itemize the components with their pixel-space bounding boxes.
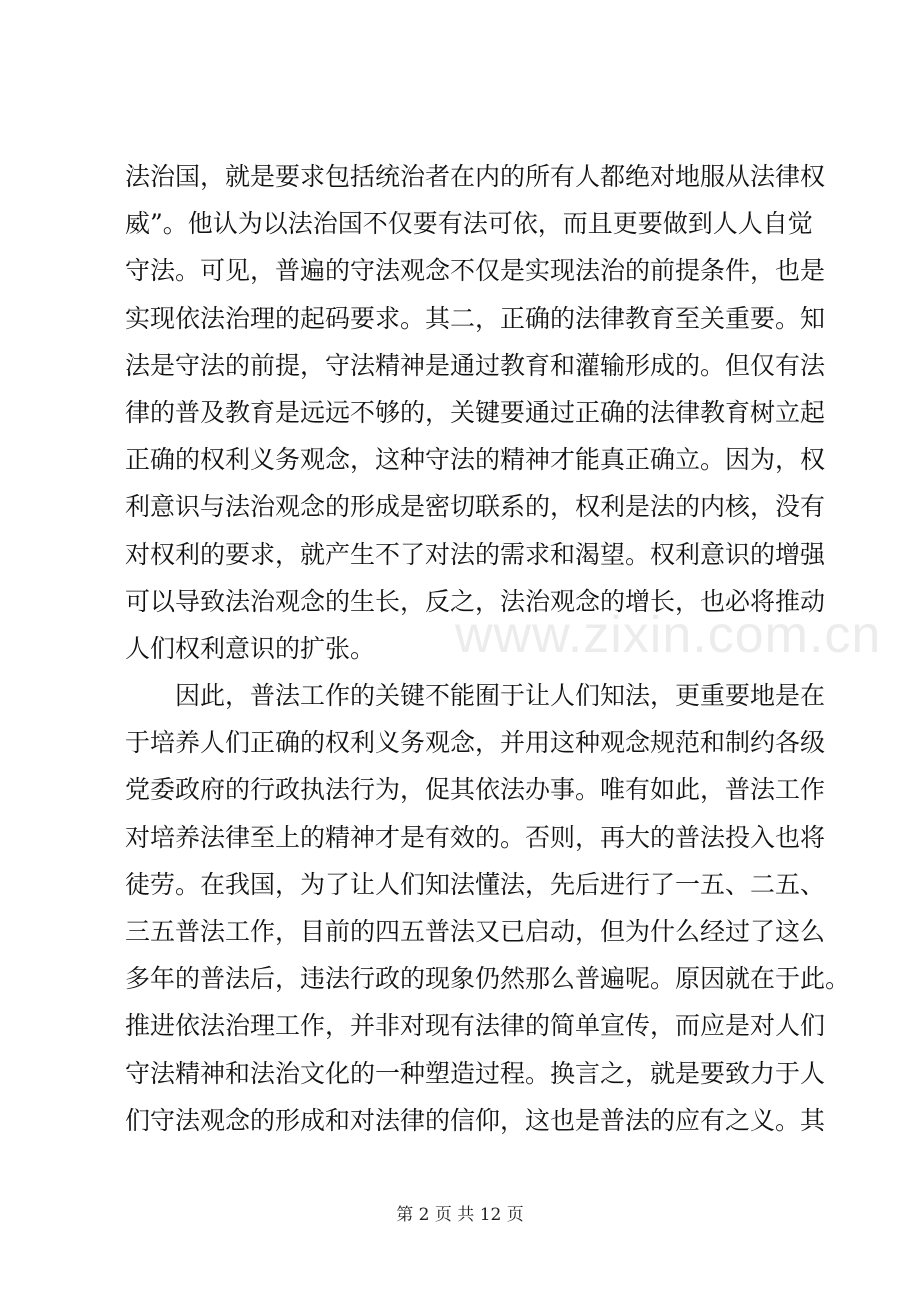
text-line: 可以导致法治观念的生长，反之，法治观念的增长，也必将推动	[125, 586, 826, 616]
text-line: 正确的权利义务观念，这种守法的精神才能真正确立。因为，权	[125, 445, 826, 475]
page-footer: 第 2 页 共 12 页	[396, 1205, 524, 1225]
text-line: 法治国，就是要求包括统治者在内的所有人都绝对地服从法律权	[125, 162, 826, 191]
text-line: 对权利的要求，就产生不了对法的需求和渴望。权利意识的增强	[125, 539, 826, 569]
text-line: 守法。可见，普遍的守法观念不仅是实现法治的前提条件，也是	[125, 256, 826, 286]
watermark: www.zixin.com.cn	[455, 606, 882, 664]
text-line: 三五普法工作，目前的四五普法又已启动，但为什么经过了这么	[125, 917, 826, 946]
text-line: 们守法观念的形成和对法律的信仰，这也是普法的应有之义。其	[125, 1105, 826, 1135]
text-line: 多年的普法后，违法行政的现象仍然那么普遍呢。原因就在于此。	[125, 964, 851, 994]
text-line: 徒劳。在我国，为了让人们知法懂法，先后进行了一五、二五、	[125, 869, 826, 899]
text-line: 对培养法律至上的精神才是有效的。否则，再大的普法投入也将	[125, 822, 826, 852]
text-line: 利意识与法治观念的形成是密切联系的，权利是法的内核，没有	[125, 492, 826, 522]
text-line: 人们权利意识的扩张。	[125, 633, 376, 663]
text-line: 守法精神和法治文化的一种塑造过程。换言之，就是要致力于人	[125, 1058, 826, 1088]
paragraph-first-line: 因此，普法工作的关键不能囿于让人们知法，更重要地是在	[175, 681, 826, 711]
text-line: 党委政府的行政执法行为，促其依法办事。唯有如此，普法工作	[125, 775, 826, 805]
text-line: 威”。他认为以法治国不仅要有法可依，而且更要做到人人自觉	[125, 209, 813, 239]
text-line: 实现依法治理的起码要求。其二，正确的法律教育至关重要。知	[125, 303, 826, 333]
text-line: 于培养人们正确的权利义务观念，并用这种观念规范和制约各级	[125, 728, 826, 758]
text-line: 律的普及教育是远远不够的，关键要通过正确的法律教育树立起	[125, 397, 826, 427]
text-line: 法是守法的前提，守法精神是通过教育和灌输形成的。但仅有法	[125, 350, 826, 380]
text-line: 推进依法治理工作，并非对现有法律的简单宣传，而应是对人们	[125, 1011, 826, 1041]
